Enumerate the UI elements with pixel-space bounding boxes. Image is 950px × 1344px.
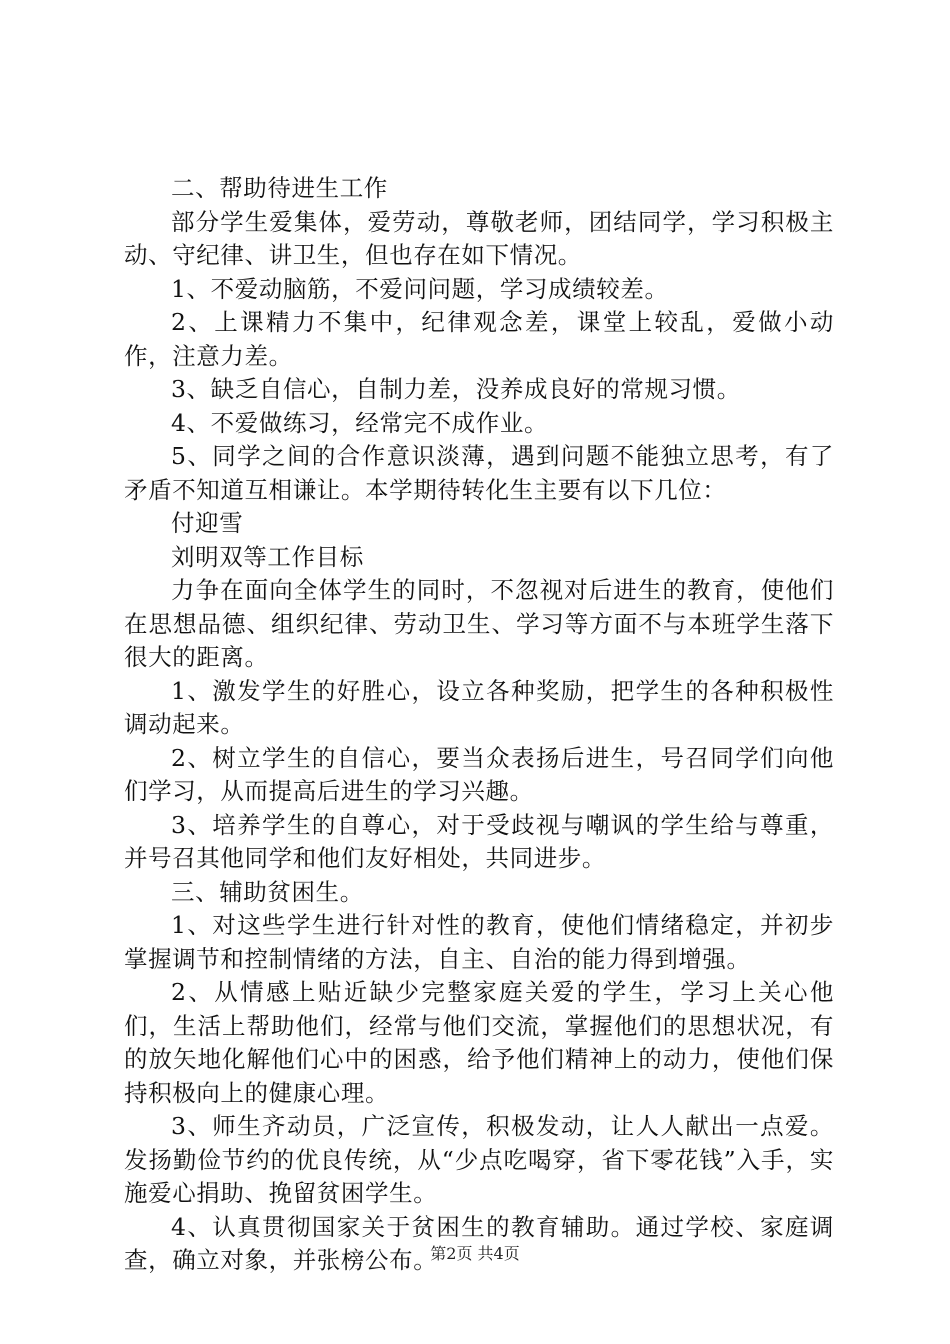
paragraph: 部分学生爱集体，爱劳动，尊敬老师，团结同学，学习积极主动、守纪律、讲卫生，但也存在如下情况。 [124, 207, 834, 269]
paragraph: 力争在面向全体学生的同时，不忽视对后进生的教育，使他们在思想品德、组织纪律、劳动卫生、学习等方面不与本班学生落下很大的距离。 [124, 576, 834, 671]
list-item: 5、同学之间的合作意识淡薄，遇到问题不能独立思考，有了矛盾不知道互相谦让。本学期待转化生主要有以下几位： [124, 442, 834, 504]
list-item: 3、培养学生的自尊心，对于受歧视与嘲讽的学生给与尊重，并号召其他同学和他们友好相处，共同进步。 [124, 810, 834, 872]
list-item: 2、树立学生的自信心，要当众表扬后进生，号召同学们向他们学习，从而提高后进生的学习兴趣。 [124, 743, 834, 805]
list-item: 1、不爱动脑筋，不爱问问题，学习成绩较差。 [171, 274, 669, 303]
list-item: 3、师生齐动员，广泛宣传，积极发动，让人人献出一点爱。发扬勤俭节约的优良传统，从“少点吃喝穿，省下零花钱”入手，实施爱心捐助、挽留贫困学生。 [124, 1112, 834, 1207]
list-item: 4、认真贯彻国家关于贫困生的教育辅助。通过学校、家庭调查，确立对象，并张榜公布。 [124, 1212, 834, 1274]
list-item: 4、不爱做练习，经常完不成作业。 [171, 408, 549, 437]
list-item: 1、对这些学生进行针对性的教育，使他们情绪稳定，并初步掌握调节和控制情绪的方法，自主、自治的能力得到增强。 [124, 911, 834, 973]
section-heading-assist-poor-students: 三、辅助贫困生。 [171, 877, 364, 906]
list-item: 2、从情感上贴近缺少完整家庭关爱的学生，学习上关心他们，生活上帮助他们，经常与他们交流，掌握他们的思想状况，有的放矢地化解他们心中的困惑，给予他们精神上的动力，使他们保持积极向上的健康心理。 [124, 978, 834, 1107]
document-body [124, 172, 834, 1278]
page-number-footer: 第2页 共4页 [430, 1244, 520, 1263]
list-item: 1、激发学生的好胜心，设立各种奖励，把学生的各种积极性调动起来。 [124, 676, 834, 738]
student-name-work-goal: 刘明双等工作目标 [171, 542, 364, 571]
list-item: 3、缺乏自信心，自制力差，没养成良好的常规习惯。 [171, 375, 741, 403]
section-heading-help-students: 二、帮助待进生工作 [171, 174, 388, 202]
student-name: 付迎雪 [171, 509, 244, 537]
list-item: 2、上课精力不集中，纪律观念差，课堂上较乱，爱做小动作，注意力差。 [124, 308, 834, 370]
